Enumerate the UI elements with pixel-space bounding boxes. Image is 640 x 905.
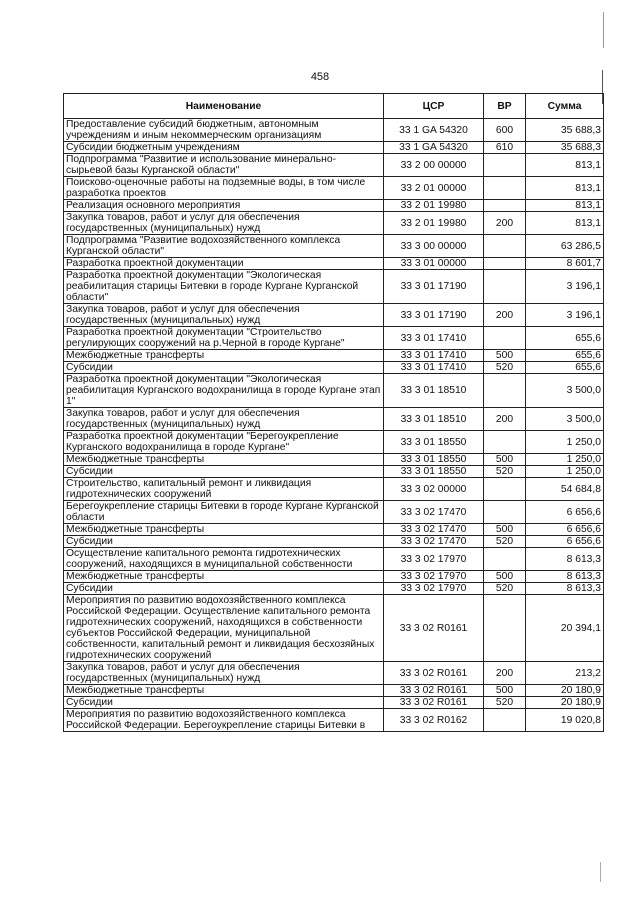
cell-vr — [484, 327, 526, 350]
cell-vr: 610 — [484, 142, 526, 154]
cell-vr: 500 — [484, 571, 526, 583]
cell-vr — [484, 235, 526, 258]
cell-name: Межбюджетные трансферты — [64, 685, 384, 697]
table-row — [64, 571, 604, 583]
table-body — [64, 119, 604, 732]
cell-sum: 1 250,0 — [526, 466, 604, 478]
table-header-row — [64, 94, 604, 119]
cell-csr: 33 3 02 17470 — [384, 536, 484, 548]
table-row — [64, 374, 604, 408]
cell-sum: 813,1 — [526, 200, 604, 212]
table-row — [64, 350, 604, 362]
cell-name: Подпрограмма "Развитие водохозяйственного комплекса Курганской области" — [64, 235, 384, 258]
table-row — [64, 583, 604, 595]
cell-csr: 33 3 01 18510 — [384, 374, 484, 408]
cell-vr: 520 — [484, 697, 526, 709]
cell-name: Разработка проектной документации — [64, 258, 384, 270]
header-csr: ЦСР — [384, 94, 484, 119]
cell-name: Субсидии — [64, 362, 384, 374]
cell-vr: 500 — [484, 685, 526, 697]
cell-name: Мероприятия по развитию водохозяйственного комплекса Российской Федерации. Осуществление капитального ремонта гидротехнических сооружений, находящихся в собственности субъектов Российской Федерации, муниципальной собственности, капитальный ремонт и ликвидация бесхозяйных гидротехнических сооружений — [64, 595, 384, 662]
cell-vr: 520 — [484, 583, 526, 595]
cell-sum: 655,6 — [526, 327, 604, 350]
table-row — [64, 258, 604, 270]
cell-sum: 6 656,6 — [526, 524, 604, 536]
cell-csr: 33 3 00 00000 — [384, 235, 484, 258]
table-row — [64, 177, 604, 200]
table-row — [64, 154, 604, 177]
cell-csr: 33 3 02 R0161 — [384, 685, 484, 697]
cell-csr: 33 3 01 18550 — [384, 431, 484, 454]
table-row — [64, 595, 604, 662]
table-row — [64, 327, 604, 350]
cell-vr: 520 — [484, 362, 526, 374]
cell-name: Подпрограмма "Развитие и использование минерально-сырьевой базы Курганской области" — [64, 154, 384, 177]
cell-name: Предоставление субсидий бюджетным, автономным учреждениям и иным некоммерческим организациям — [64, 119, 384, 142]
cell-csr: 33 3 02 17970 — [384, 583, 484, 595]
table-row — [64, 536, 604, 548]
table-row — [64, 662, 604, 685]
cell-csr: 33 2 01 19980 — [384, 200, 484, 212]
cell-sum: 3 500,0 — [526, 408, 604, 431]
cell-name: Межбюджетные трансферты — [64, 350, 384, 362]
table-row — [64, 408, 604, 431]
cell-csr: 33 3 01 18510 — [384, 408, 484, 431]
table-row — [64, 431, 604, 454]
cell-sum: 813,1 — [526, 154, 604, 177]
cell-name: Закупка товаров, работ и услуг для обеспечения государственных (муниципальных) нужд — [64, 662, 384, 685]
cell-vr — [484, 595, 526, 662]
cell-name: Закупка товаров, работ и услуг для обеспечения государственных (муниципальных) нужд — [64, 212, 384, 235]
cell-name: Субсидии — [64, 583, 384, 595]
cell-name: Мероприятия по развитию водохозяйственного комплекса Российской Федерации. Берегоукрепление старицы Битевки в — [64, 709, 384, 732]
cell-sum: 8 613,3 — [526, 571, 604, 583]
cell-sum: 655,6 — [526, 362, 604, 374]
cell-name: Субсидии — [64, 466, 384, 478]
cell-name: Разработка проектной документации "Берегоукрепление Курганского водохранилища в городе Кургане" — [64, 431, 384, 454]
cell-name: Субсидии бюджетным учреждениям — [64, 142, 384, 154]
cell-sum: 8 601,7 — [526, 258, 604, 270]
cell-sum: 63 286,5 — [526, 235, 604, 258]
table-row — [64, 466, 604, 478]
cell-csr: 33 1 GA 54320 — [384, 119, 484, 142]
table-row — [64, 212, 604, 235]
cell-csr: 33 3 02 R0161 — [384, 595, 484, 662]
table-row — [64, 548, 604, 571]
cell-sum: 35 688,3 — [526, 119, 604, 142]
table-row — [64, 304, 604, 327]
table-row — [64, 501, 604, 524]
cell-sum: 213,2 — [526, 662, 604, 685]
table-row — [64, 142, 604, 154]
cell-csr: 33 3 02 17970 — [384, 548, 484, 571]
cell-sum: 813,1 — [526, 177, 604, 200]
header-vr: ВР — [484, 94, 526, 119]
page-number: 458 — [310, 71, 330, 83]
cell-vr: 200 — [484, 408, 526, 431]
cell-vr — [484, 431, 526, 454]
cell-sum: 1 250,0 — [526, 431, 604, 454]
cell-vr — [484, 374, 526, 408]
table-row — [64, 200, 604, 212]
table-row — [64, 454, 604, 466]
cell-sum: 6 656,6 — [526, 501, 604, 524]
cell-sum: 35 688,3 — [526, 142, 604, 154]
cell-csr: 33 3 02 R0162 — [384, 709, 484, 732]
cell-sum: 20 394,1 — [526, 595, 604, 662]
cell-vr — [484, 258, 526, 270]
cell-name: Межбюджетные трансферты — [64, 571, 384, 583]
table-row — [64, 685, 604, 697]
cell-vr — [484, 478, 526, 501]
cell-name: Осуществление капитального ремонта гидротехнических сооружений, находящихся в муниципальной собственности — [64, 548, 384, 571]
table-row — [64, 697, 604, 709]
table-row — [64, 119, 604, 142]
cell-vr — [484, 709, 526, 732]
cell-sum: 1 250,0 — [526, 454, 604, 466]
scan-mark-top — [603, 12, 604, 48]
cell-vr — [484, 200, 526, 212]
cell-sum: 20 180,9 — [526, 685, 604, 697]
cell-csr: 33 3 01 00000 — [384, 258, 484, 270]
table-row — [64, 235, 604, 258]
cell-csr: 33 3 01 18550 — [384, 454, 484, 466]
cell-csr: 33 3 02 17970 — [384, 571, 484, 583]
scan-mark-bottom — [600, 862, 601, 882]
cell-name: Межбюджетные трансферты — [64, 454, 384, 466]
cell-vr: 200 — [484, 662, 526, 685]
table-row — [64, 524, 604, 536]
cell-vr: 500 — [484, 454, 526, 466]
cell-csr: 33 3 01 17190 — [384, 304, 484, 327]
cell-csr: 33 3 02 00000 — [384, 478, 484, 501]
cell-name: Реализация основного мероприятия — [64, 200, 384, 212]
budget-table — [63, 93, 604, 732]
cell-vr: 520 — [484, 536, 526, 548]
cell-csr: 33 3 01 17190 — [384, 270, 484, 304]
cell-name: Поисково-оценочные работы на подземные воды, в том числе разработка проектов — [64, 177, 384, 200]
cell-vr — [484, 548, 526, 571]
header-sum: Сумма — [526, 94, 604, 119]
cell-name: Берегоукрепление старицы Битевки в городе Кургане Курганской области — [64, 501, 384, 524]
cell-sum: 54 684,8 — [526, 478, 604, 501]
cell-csr: 33 3 02 17470 — [384, 524, 484, 536]
cell-name: Закупка товаров, работ и услуг для обеспечения государственных (муниципальных) нужд — [64, 304, 384, 327]
cell-csr: 33 2 01 00000 — [384, 177, 484, 200]
cell-name: Разработка проектной документации "Строительство регулирующих сооружений на р.Черной в городе Кургане" — [64, 327, 384, 350]
cell-name: Разработка проектной документации "Экологическая реабилитация старицы Битевки в городе Кургане Курганской области" — [64, 270, 384, 304]
cell-sum: 813,1 — [526, 212, 604, 235]
cell-csr: 33 3 02 R0161 — [384, 662, 484, 685]
cell-csr: 33 2 00 00000 — [384, 154, 484, 177]
cell-vr — [484, 501, 526, 524]
table-row — [64, 270, 604, 304]
cell-vr — [484, 177, 526, 200]
cell-name: Разработка проектной документации "Экологическая реабилитация Курганского водохранилища в городе Кургане этап 1" — [64, 374, 384, 408]
cell-sum: 19 020,8 — [526, 709, 604, 732]
cell-sum: 20 180,9 — [526, 697, 604, 709]
table-row — [64, 362, 604, 374]
cell-sum: 655,6 — [526, 350, 604, 362]
cell-sum: 8 613,3 — [526, 583, 604, 595]
cell-name: Субсидии — [64, 536, 384, 548]
cell-csr: 33 3 01 17410 — [384, 362, 484, 374]
cell-vr: 200 — [484, 212, 526, 235]
cell-vr — [484, 270, 526, 304]
table-row — [64, 709, 604, 732]
cell-name: Субсидии — [64, 697, 384, 709]
table-row — [64, 478, 604, 501]
cell-vr: 600 — [484, 119, 526, 142]
cell-sum: 6 656,6 — [526, 536, 604, 548]
cell-csr: 33 3 01 17410 — [384, 350, 484, 362]
cell-csr: 33 3 01 17410 — [384, 327, 484, 350]
cell-name: Строительство, капитальный ремонт и ликвидация гидротехнических сооружений — [64, 478, 384, 501]
cell-csr: 33 3 02 17470 — [384, 501, 484, 524]
cell-csr: 33 3 01 18550 — [384, 466, 484, 478]
cell-name: Закупка товаров, работ и услуг для обеспечения государственных (муниципальных) нужд — [64, 408, 384, 431]
cell-csr: 33 1 GA 54320 — [384, 142, 484, 154]
cell-sum: 8 613,3 — [526, 548, 604, 571]
cell-csr: 33 2 01 19980 — [384, 212, 484, 235]
cell-vr: 500 — [484, 350, 526, 362]
cell-sum: 3 196,1 — [526, 270, 604, 304]
cell-name: Межбюджетные трансферты — [64, 524, 384, 536]
cell-sum: 3 196,1 — [526, 304, 604, 327]
cell-csr: 33 3 02 R0161 — [384, 697, 484, 709]
cell-vr: 500 — [484, 524, 526, 536]
cell-vr — [484, 154, 526, 177]
cell-vr: 520 — [484, 466, 526, 478]
cell-sum: 3 500,0 — [526, 374, 604, 408]
cell-vr: 200 — [484, 304, 526, 327]
header-name: Наименование — [64, 94, 384, 119]
